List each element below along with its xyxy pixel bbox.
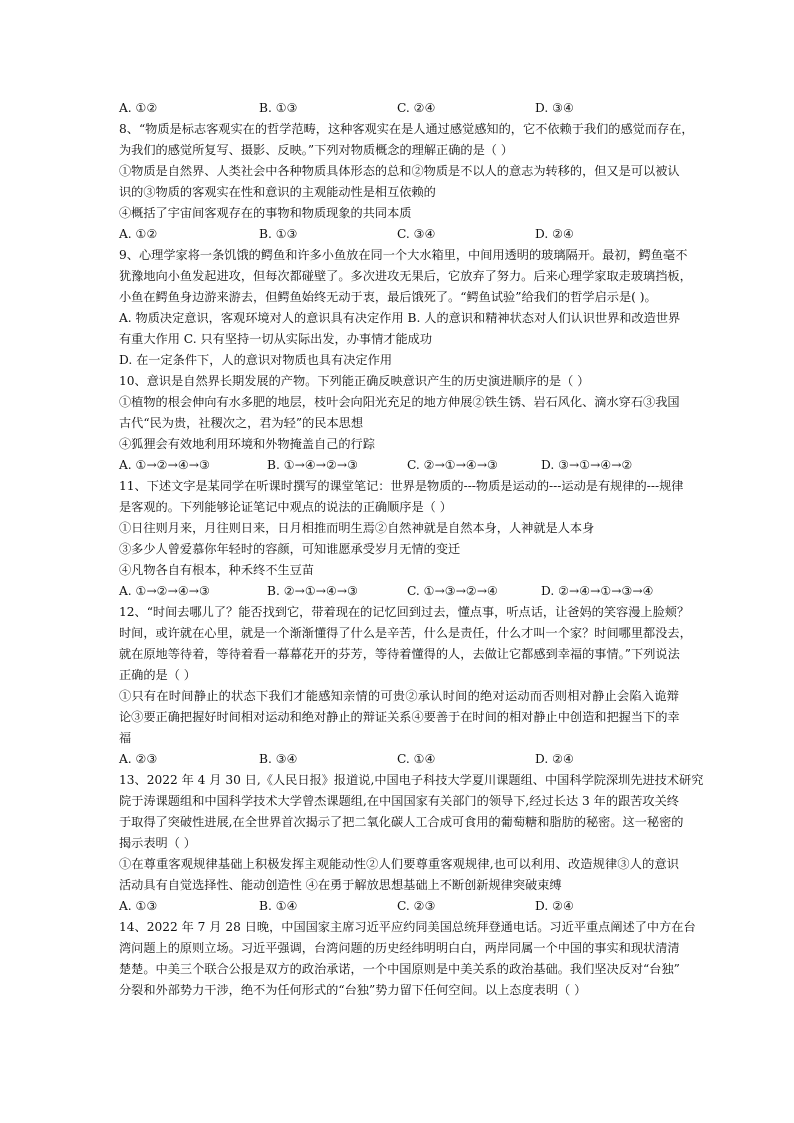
q12-stem: 时间，或许就在心里，就是一个渐渐懂得了什么是辛苦，什么是责任，什么才叫一个家？时间哪里都没去， xyxy=(119,626,692,640)
q13-statements: 活动具有自觉选择性、能动创造性 ④在勇于解放思想基础上不断创新规律突破束缚 xyxy=(119,878,562,892)
q13-stem: 于取得了突破性进展,在全世界首次揭示了把二氧化碳人工合成可食用的葡萄糖和脂肪的秘密。这一秘密的 xyxy=(119,815,684,829)
option-d: D. ②→④→①→③→④ xyxy=(541,584,654,598)
question-content xyxy=(119,98,704,1001)
q8-options xyxy=(119,224,679,245)
q12-statements: ①只有在时间静止的状态下我们才能感知亲情的可贵②承认时间的绝对运动而否则相对静止会陷入诡辩 xyxy=(119,689,679,703)
q11-stem: 11、下述文字是某同学在听课时撰写的课堂笔记：世界是物质的---物质是运动的---运动是有规律的---规律 xyxy=(119,479,684,493)
q13-stem: 13、2022 年 4 月 30 日,《人民日报》报道说,中国电子科技大学夏川课题组、中国科学院深圳先进技术研究 xyxy=(119,773,704,787)
q12-stem: 12、“时间去哪儿了？能否找到它，带着现在的记忆回到过去，懂点事，听点话，让爸妈的笑容漫上脸颊？ xyxy=(119,605,690,619)
q13-stem: 院于涛课题组和中国科学技术大学曾杰课题组,在中国国家有关部门的领导下,经过长达 3 年的跟苦攻关终 xyxy=(119,794,679,808)
option-b: B. ①④ xyxy=(259,899,298,913)
option-a: A. ①③ xyxy=(119,899,158,913)
option-d: D. ③→①→④→② xyxy=(541,458,633,472)
option-a: A. ②③ xyxy=(119,752,158,766)
option-c: C. ①④ xyxy=(397,752,436,766)
q12-stem: 就在原地等待着，等待着看一幕幕花开的芬芳，等待着懂得的人，去做让它都感到幸福的事情。”下列说法 xyxy=(119,647,680,661)
option-a: A. ①→②→④→③ xyxy=(119,458,210,472)
q8-statements: 识的③物质的客观实在性和意识的主观能动性是相互依赖的 xyxy=(119,185,436,199)
q7-options xyxy=(119,98,679,119)
q11-options xyxy=(119,581,679,602)
option-b: B. ①→④→②→③ xyxy=(267,458,359,472)
q8-statements: ④概括了宇宙间客观存在的事物和物质现象的共同本质 xyxy=(119,206,412,220)
q9-stem: 小鱼在鳄鱼身边游来游去，但鳄鱼始终无动于衷，最后饿死了。“鳄鱼试验”给我们的哲学启示是( )。 xyxy=(119,290,657,304)
q13-stem: 揭示表明（ ） xyxy=(119,836,196,850)
option-b: B. ①③ xyxy=(259,101,298,115)
q11-statements: ①日往则月来，月往则日来，日月相推而明生焉②自然神就是自然本身，人神就是人本身 xyxy=(119,521,595,535)
q12-options xyxy=(119,749,679,770)
q10-statements: ①植物的根会伸向有水多肥的地层，枝叶会向阳光充足的地方伸展②铁生锈、岩石风化、滴水穿石③我国 xyxy=(119,395,680,409)
q9-options: 有重大作用 C. 只有坚持一切从实际出发，办事情才能成功 xyxy=(119,332,433,346)
q12-statements: 福 xyxy=(119,731,132,745)
option-b: B. ③④ xyxy=(259,752,298,766)
q14-stem: 14、2022 年 7 月 28 日晚，中国国家主席习近平应约同美国总统拜登通电话。习近平重点阐述了中方在台 xyxy=(119,920,696,934)
option-a: A. ①② xyxy=(119,101,158,115)
q14-stem: 分裂和外部势力干涉，绝不为任何形式的“台独”势力留下任何空间。以上态度表明（ ） xyxy=(119,983,587,997)
q11-statements: ④凡物各自有根本，种禾终不生豆苗 xyxy=(119,563,314,577)
q10-statements: 古代“民为贵，社稷次之，君为轻”的民本思想 xyxy=(119,416,364,430)
q14-stem: 湾问题上的原则立场。习近平强调，台湾问题的历史经纬明明白白，两岸同属一个中国的事实和现状清清 xyxy=(119,941,680,955)
option-d: D. ③④ xyxy=(535,101,574,115)
q10-statements: ④狐狸会有效地利用环境和外物掩盖自己的行踪 xyxy=(119,437,375,451)
option-a: A. ①② xyxy=(119,227,158,241)
q12-statements: 论③要正确把握好时间相对运动和绝对静止的辩证关系④要善于在时间的相对静止中创造和把握当下的幸 xyxy=(119,710,680,724)
q11-stem: 是客观的。下列能够论证笔记中观点的说法的正确顺序是（ ） xyxy=(119,500,452,514)
option-d: D. ②④ xyxy=(535,899,574,913)
option-c: C. ③④ xyxy=(397,227,436,241)
q10-stem: 10、意识是自然界长期发展的产物。下列能正确反映意识产生的历史演进顺序的是（ ） xyxy=(119,374,590,388)
q9-stem: 犹豫地向小鱼发起进攻，但每次都碰壁了。多次进攻无果后，它放弃了努力。后来心理学家取走玻璃挡板， xyxy=(119,269,692,283)
q9-stem: 9、心理学家将一条饥饿的鳄鱼和许多小鱼放在同一个大水箱里，中间用透明的玻璃隔开。最初，鳄鱼毫不 xyxy=(119,248,688,262)
q13-options xyxy=(119,896,679,917)
option-c: C. ①→③→②→④ xyxy=(407,584,498,598)
option-d: D. ②④ xyxy=(535,752,574,766)
option-c: C. ②→①→④→③ xyxy=(407,458,498,472)
q8-stem: 为我们的感觉所复写、摄影、反映。”下列对物质概念的理解正确的是（ ） xyxy=(119,143,514,157)
option-c: C. ②④ xyxy=(397,101,436,115)
q9-options: A. 物质决定意识，客观环境对人的意识具有决定作用 B. 人的意识和精神状态对人们认识世界和改造世界 xyxy=(119,311,681,325)
option-d: D. ②④ xyxy=(535,227,574,241)
q11-statements: ③多少人曾爱慕你年轻时的容颜，可知谁愿承受岁月无情的变迁 xyxy=(119,542,461,556)
q13-statements: ①在尊重客观规律基础上积极发挥主观能动性②人们要尊重客观规律,也可以利用、改造规律③人的意识 xyxy=(119,857,679,871)
q8-statements: ①物质是自然界、人类社会中各种物质具体形态的总和②物质是不以人的意志为转移的，但又是可以被认 xyxy=(119,164,680,178)
q12-stem: 正确的是（ ） xyxy=(119,668,196,682)
q14-stem: 楚楚。中美三个联合公报是双方的政治承诺，一个中国原则是中美关系的政治基础。我们坚决反对“台独” xyxy=(119,962,680,976)
q9-options: D. 在一定条件下，人的意识对物质也具有决定作用 xyxy=(119,353,393,367)
option-c: C. ②③ xyxy=(397,899,436,913)
option-b: B. ①③ xyxy=(259,227,298,241)
q10-options xyxy=(119,455,679,476)
q8-stem: 8、“物质是标志客观实在的哲学范畴，这种客观实在是人通过感觉感知的，它不依赖于我们的感觉而存在， xyxy=(119,122,694,136)
option-a: A. ①→②→④→③ xyxy=(119,584,210,598)
option-b: B. ②→①→④→③ xyxy=(267,584,359,598)
